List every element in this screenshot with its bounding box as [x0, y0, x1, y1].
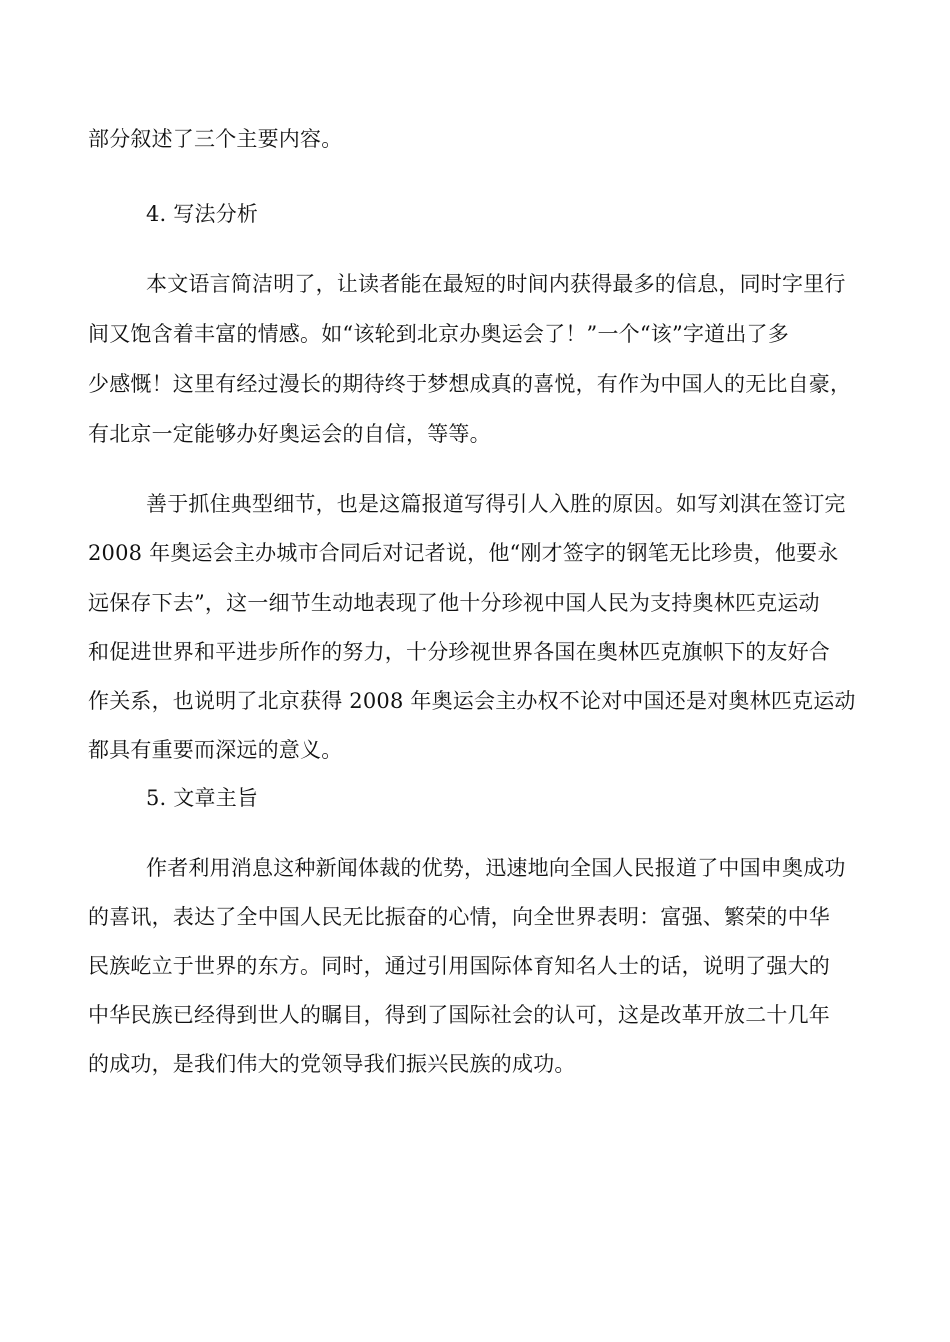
- section4-para2-line: 都具有重要而深远的意义。: [88, 738, 343, 762]
- section4-para1-line: 有北京一定能够办好奥运会的自信，等等。: [88, 422, 491, 446]
- section4-para2-line: 远保存下去”，这一细节生动地表现了他十分珍视中国人民为支持奥林匹克运动: [88, 591, 820, 615]
- section4-para2-line: 善于抓住典型细节，也是这篇报道写得引人入胜的原因。如写刘淇在签订完: [146, 492, 846, 516]
- section4-para2-line: 作关系，也说明了北京获得 2008 年奥运会主办权不论对中国还是对奥林匹克运动: [88, 689, 856, 713]
- section5-para1-line: 中华民族已经得到世人的瞩目，得到了国际社会的认可，这是改革开放二十几年: [88, 1003, 830, 1027]
- section5-para1-line: 的成功，是我们伟大的党领导我们振兴民族的成功。: [88, 1052, 576, 1076]
- section4-para1-line: 少感慨！这里有经过漫长的期待终于梦想成真的喜悦，有作为中国人的无比自豪，: [88, 372, 852, 396]
- section5-para1-line: 作者利用消息这种新闻体裁的优势，迅速地向全国人民报道了中国申奥成功: [146, 856, 846, 880]
- section4-para1-line: 间又饱含着丰富的情感。如“该轮到北京办奥运会了！”一个“该”字道出了多: [88, 322, 789, 346]
- section5-heading: 5. 文章主旨: [146, 786, 259, 810]
- section5-para1-line: 的喜讯，表达了全中国人民无比振奋的心情，向全世界表明：富强、繁荣的中华: [88, 905, 830, 929]
- intro-tail-line: 部分叙述了三个主要内容。: [88, 127, 343, 151]
- section4-para1-line: 本文语言简洁明了，让读者能在最短的时间内获得最多的信息，同时字里行: [146, 272, 846, 296]
- section4-para2-line: 和促进世界和平进步所作的努力，十分珍视世界各国在奥林匹克旗帜下的友好合: [88, 640, 830, 664]
- section5-para1-line: 民族屹立于世界的东方。同时，通过引用国际体育知名人士的话，说明了强大的: [88, 954, 830, 978]
- section4-heading: 4. 写法分析: [146, 202, 259, 226]
- section4-para2-line: 2008 年奥运会主办城市合同后对记者说，他“刚才签字的钢笔无比珍贵，他要永: [88, 541, 839, 565]
